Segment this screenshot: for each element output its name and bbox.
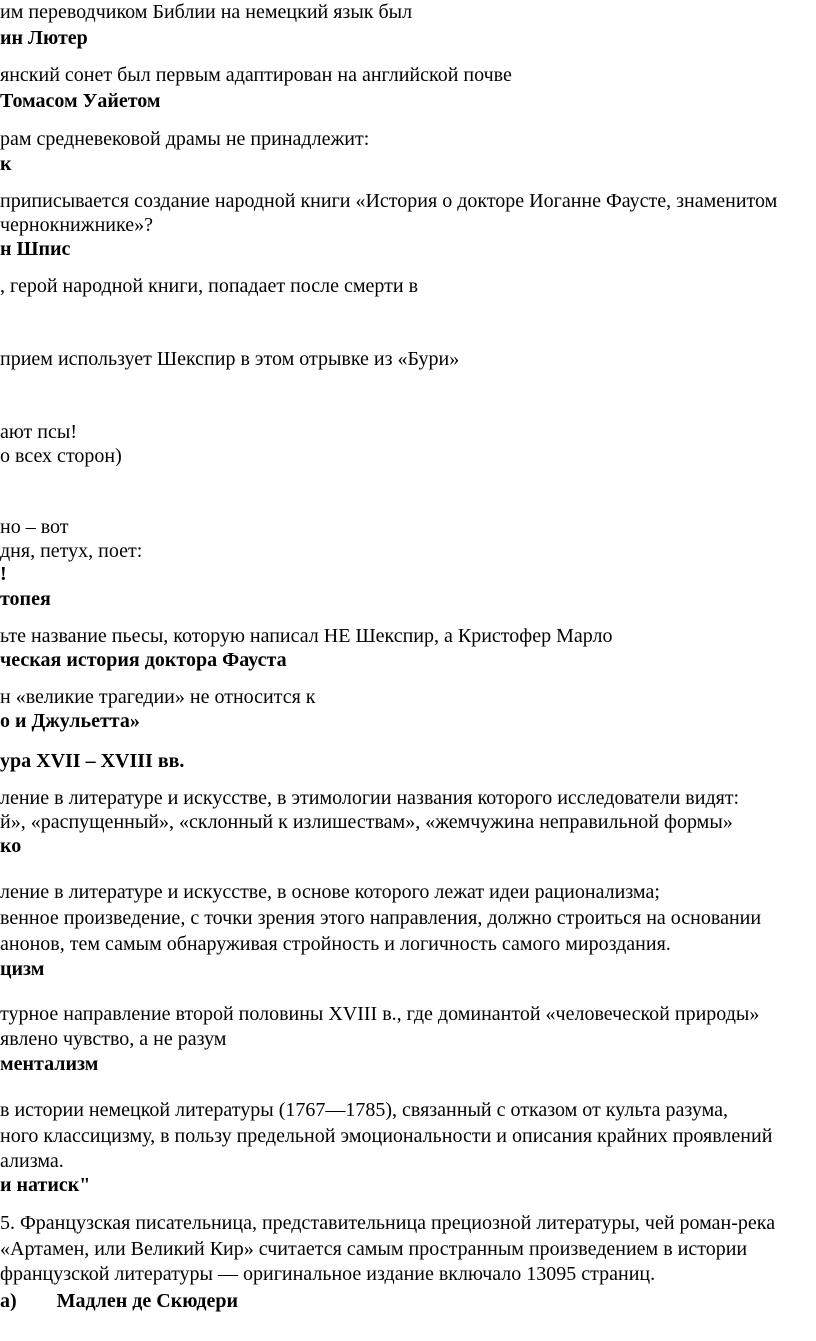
answer-line: а) Мадлен де Скюдери [0, 1290, 239, 1312]
text-line: анонов, тем самым обнаруживая стройность и логичность самого мироздания. [0, 933, 671, 955]
answer-line: ческая история доктора Фауста [0, 649, 287, 671]
text-line: ализма. [0, 1150, 64, 1172]
text-line: им переводчиком Библии на немецкий язык был [0, 1, 413, 23]
text-line: , герой народной книги, попадает после смерти в [0, 275, 419, 297]
text-line: турное направление второй половины XVIII в., где доминантой «человеческой природы» [0, 1003, 760, 1025]
answer-line: о и Джульетта» [0, 710, 140, 732]
answer-line: топея [0, 588, 51, 610]
text-line: ьте название пьесы, которую написал НЕ Шекспир, а Кристофер Марло [0, 625, 613, 647]
text-line: чернокнижнике»? [0, 214, 153, 236]
text-line: й», «распущенный», «склонный к излишествам», «жемчужина неправильной формы» [0, 811, 733, 833]
text-line: 5. Французская писательница, представительница прециозной литературы, чей роман-река [0, 1212, 776, 1234]
answer-line: ко [0, 835, 22, 857]
text-line: приписывается создание народной книги «История о докторе Иоганне Фаусте, знаменитом [0, 190, 778, 212]
answer-line: ин Лютер [0, 27, 88, 49]
text-line: ление в литературе и искусстве, в основе которого лежат идеи рационализма; [0, 881, 660, 903]
answer-line: цизм [0, 958, 45, 980]
answer-line: Томасом Уайетом [0, 90, 161, 112]
text-line: в истории немецкой литературы (1767—1785), связанный с отказом от культа разума, [0, 1099, 729, 1121]
answer-line: к [0, 153, 12, 175]
answer-line: н Шпис [0, 238, 71, 260]
text-line: явлено чувство, а не разум [0, 1028, 227, 1050]
text-line: дня, петух, поет: [0, 540, 143, 562]
text-line: прием использует Шекспир в этом отрывке из «Бури» [0, 348, 460, 370]
text-line: но – вот [0, 516, 69, 538]
text-line: ление в литературе и искусстве, в этимологии названия которого исследователи видят: [0, 787, 740, 809]
text-line: французской литературы — оригинальное издание включало 13095 страниц. [0, 1263, 656, 1285]
answer-line: ! [0, 563, 7, 585]
text-line: н «великие трагедии» не относится к [0, 686, 316, 708]
text-line: «Артамен, или Великий Кир» считается самым пространным произведением в истории [0, 1238, 748, 1260]
text-line: рам средневековой драмы не принадлежит: [0, 128, 370, 150]
section-heading: ура XVII – XVIII вв. [0, 750, 185, 772]
text-line: ного классицизму, в пользу предельной эмоциональности и описания крайних проявлений [0, 1125, 773, 1147]
answer-line: и натиск" [0, 1174, 91, 1196]
answer-line: ментализм [0, 1053, 99, 1075]
text-line: венное произведение, с точки зрения этого направления, должно строиться на основании [0, 907, 762, 929]
text-line: янский сонет был первым адаптирован на английской почве [0, 64, 512, 86]
text-line: ают псы! [0, 421, 77, 443]
text-line: о всех сторон) [0, 445, 122, 467]
